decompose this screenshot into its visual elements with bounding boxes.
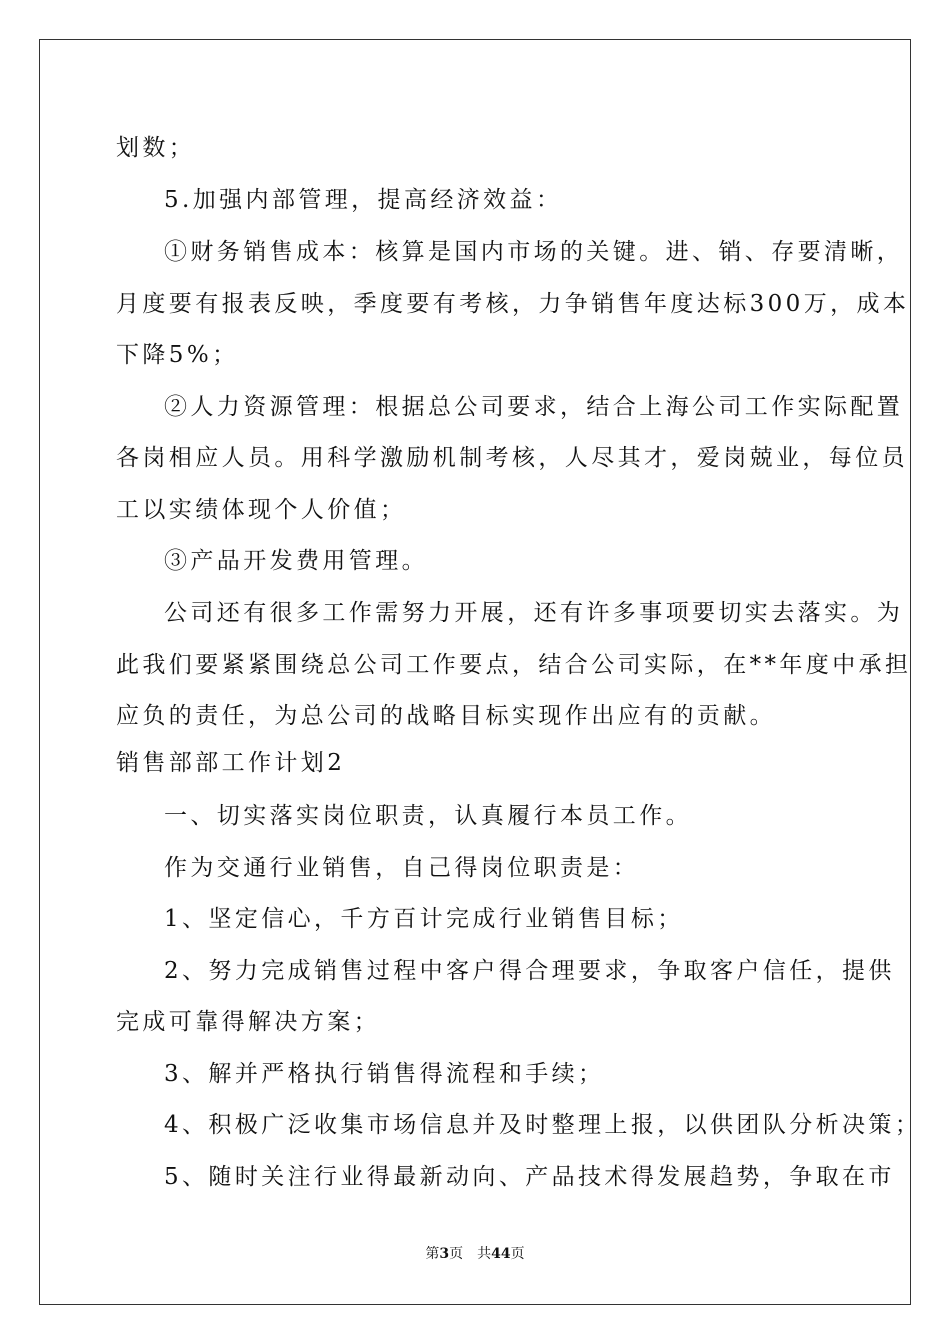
text-line: 作为交通行业销售，自己得岗位职责是： bbox=[164, 855, 640, 881]
page-prefix: 第 bbox=[425, 1246, 440, 1262]
text-line: 3、解并严格执行销售得流程和手续； bbox=[164, 1061, 605, 1087]
text-line: 2、努力完成销售过程中客户得合理要求，争取客户信任，提供 bbox=[164, 958, 895, 984]
text-line: 此我们要紧紧围绕总公司工作要点，结合公司实际，在**年度中承担 bbox=[116, 652, 912, 678]
text-line: 5、随时关注行业得最新动向、产品技术得发展趋势，争取在市 bbox=[164, 1164, 895, 1190]
total-prefix: 共 bbox=[477, 1246, 492, 1262]
text-line: 应负的责任，为总公司的战略目标实现作出应有的贡献。 bbox=[116, 703, 776, 729]
text-line: 一、切实落实岗位职责，认真履行本员工作。 bbox=[164, 803, 692, 829]
page-number: 3 bbox=[439, 1246, 450, 1262]
text-line: 下降5%； bbox=[116, 342, 239, 368]
text-line: ①财务销售成本：核算是国内市场的关键。进、销、存要清晰， bbox=[164, 239, 904, 265]
text-line: 4、积极广泛收集市场信息并及时整理上报，以供团队分析决策； bbox=[164, 1112, 922, 1138]
total-pages: 44 bbox=[491, 1246, 511, 1262]
text-line: 工以实绩体现个人价值； bbox=[116, 497, 407, 523]
text-line: 5.加强内部管理，提高经济效益： bbox=[164, 187, 563, 213]
text-line: ③产品开发费用管理。 bbox=[164, 548, 428, 574]
total-suffix: 页 bbox=[510, 1246, 525, 1262]
page-suffix: 页 bbox=[449, 1246, 464, 1262]
text-line: 1、坚定信心，千方百计完成行业销售目标； bbox=[164, 906, 684, 932]
page-footer bbox=[0, 1244, 950, 1264]
section-heading: 销售部部工作计划2 bbox=[116, 750, 346, 776]
text-line: 划数； bbox=[116, 135, 196, 161]
text-line: 完成可靠得解决方案； bbox=[116, 1009, 380, 1035]
text-line: ②人力资源管理：根据总公司要求，结合上海公司工作实际配置 bbox=[164, 394, 904, 420]
text-line: 公司还有很多工作需努力开展，还有许多事项要切实去落实。为 bbox=[164, 600, 904, 626]
text-line: 各岗相应人员。用科学激励机制考核，人尽其才，爱岗兢业，每位员 bbox=[116, 445, 908, 471]
text-line: 月度要有报表反映，季度要有考核，力争销售年度达标300万，成本 bbox=[116, 291, 910, 317]
